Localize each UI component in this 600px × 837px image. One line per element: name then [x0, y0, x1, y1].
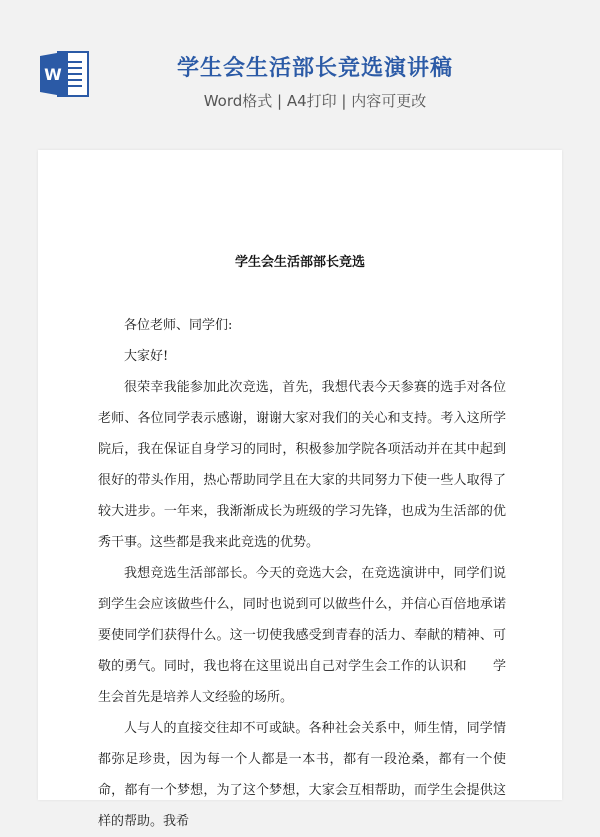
- salutation-paragraph: 各位老师、同学们:: [124, 318, 233, 333]
- document-title: 学生会生活部部长竞选: [234, 255, 365, 270]
- word-icon-letter: W: [44, 65, 62, 84]
- body-paragraph: 人与人的直接交往却不可或缺。各种社会关系中，师生情，同学情都弥足珍贵，因为每一个人都是一本书，都有一段沧桑，都有一个使命，都有一个梦想，为了这个梦想，大家会互相帮助，而学生会提供这样的帮助。我希: [98, 721, 506, 829]
- header-subtitle: Word格式 | A4打印 | 内容可更改: [203, 92, 427, 110]
- body-paragraph: 我想竞选生活部部长。今天的竞选大会，在竞选演讲中，同学们说到学生会应该做些什么，同时也说到可以做些什么，并信心百倍地承诺要使同学们获得什么。这一切使我感受到青春的活力、奉献的精神、可敬的勇气。同时，我也将在这里说出自己对学生会工作的认识和 学生会首先是培养人文经验的场所。: [98, 566, 506, 705]
- page-header: [0, 0, 600, 150]
- body-paragraph: 很荣幸我能参加此次竞选，首先，我想代表今天参赛的选手对各位老师、各位同学表示感谢，谢谢大家对我们的关心和支持。考入这所学院后，我在保证自身学习的同时，积极参加学院各项活动并在其中起到很好的带头作用，热心帮助同学且在大家的共同努力下使一些人取得了较大进步。一年来，我渐渐成长为班级的学习先锋，也成为生活部的优秀干事。这些都是我来此竞选的优势。: [98, 380, 506, 550]
- document-body: [98, 310, 506, 837]
- greeting-paragraph: 大家好!: [124, 349, 169, 364]
- document-page: [38, 150, 562, 829]
- header-title: 学生会生活部长竞选演讲稿: [176, 56, 453, 81]
